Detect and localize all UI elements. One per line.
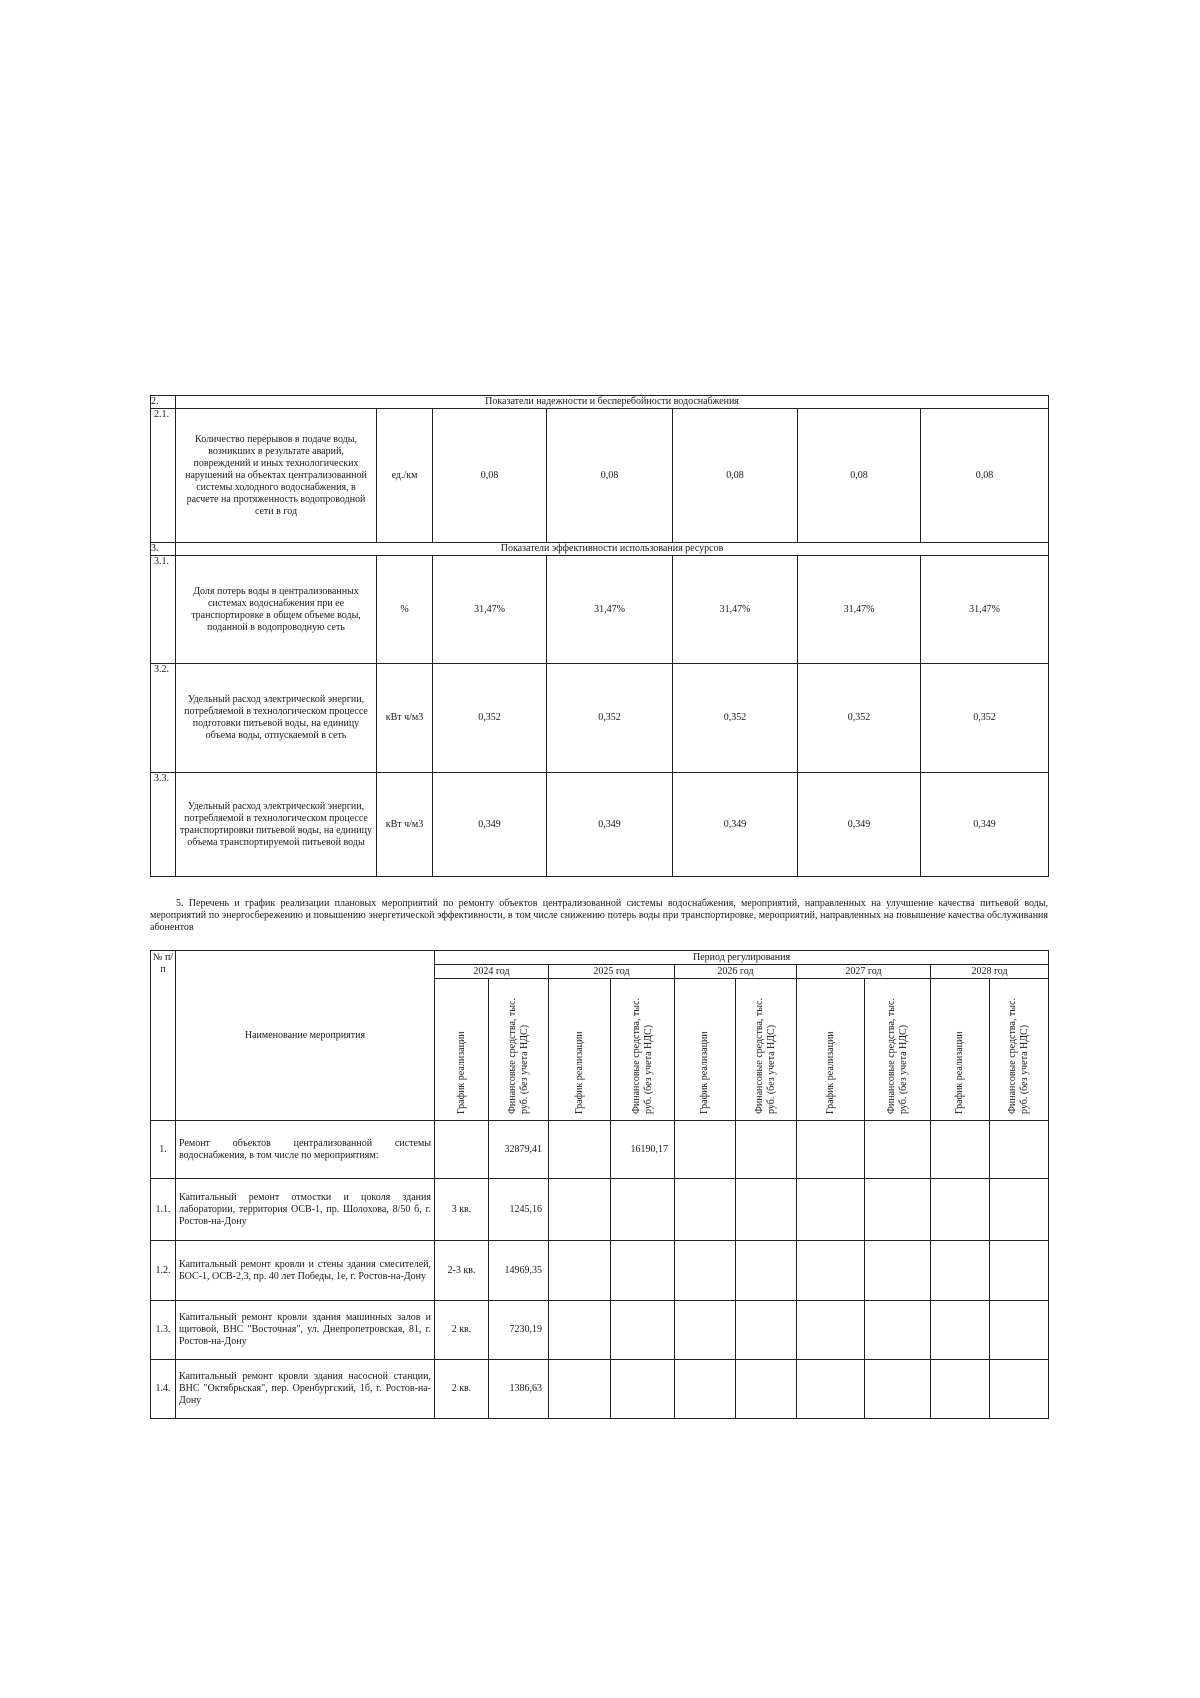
value-2025: 0,349: [547, 773, 673, 877]
schedule-2025: [549, 1301, 611, 1360]
finance-header-2025: [611, 979, 675, 1121]
finance-2024: 14969,35: [489, 1241, 549, 1301]
schedule-2027: [797, 1241, 865, 1301]
schedule-2024: [435, 1121, 489, 1179]
section-row: [151, 396, 1049, 409]
value-2027: 31,47%: [798, 556, 921, 664]
measure-name: Капитальный ремонт кровли и стены здания смесителей, БОС-1, ОСВ-2,3, пр. 40 лет Победы, 1е, г. Ростов-на-Дону: [176, 1241, 435, 1301]
finance-2025: 16190,17: [611, 1121, 675, 1179]
finance-header-text: Финансовые средства, тыс. руб. (без учета НДС): [1007, 998, 1031, 1114]
plan-row: [151, 1179, 1049, 1241]
value-2027: 0,349: [798, 773, 921, 877]
indicator-name: Доля потерь воды в централизованных системах водоснабжения при ее транспортировке в общем объеме воды, поданной в водопроводную сеть: [176, 556, 377, 664]
name-column-header: Наименование мероприятия: [176, 951, 435, 1121]
finance-2028: [990, 1360, 1049, 1419]
section-number: 3.: [151, 543, 176, 556]
value-2028: 0,08: [921, 409, 1049, 543]
schedule-2028: [931, 1179, 990, 1241]
measure-name: Капитальный ремонт отмостки и цоколя здания лаборатории, территория ОСВ-1, пр. Шолохова, 8/50 б, г. Ростов-на-Дону: [176, 1179, 435, 1241]
section-number: 2.: [151, 396, 176, 409]
schedule-2026: [675, 1179, 736, 1241]
schedule-header-2028: [931, 979, 990, 1121]
schedule-2028: [931, 1121, 990, 1179]
schedule-2025: [549, 1360, 611, 1419]
finance-2027: [865, 1301, 931, 1360]
value-2026: 31,47%: [673, 556, 798, 664]
indicator-name: Удельный расход электрической энергии, потребляемой в технологическом процессе подготовки питьевой воды, на единицу объема воды, отпускаемой в сеть: [176, 664, 377, 773]
finance-2028: [990, 1241, 1049, 1301]
schedule-2025: [549, 1179, 611, 1241]
plan-row: [151, 1121, 1049, 1179]
schedule-2028: [931, 1241, 990, 1301]
unit: кВт ч/м3: [377, 664, 433, 773]
plan-row: [151, 1360, 1049, 1419]
value-2027: 0,352: [798, 664, 921, 773]
schedule-2025: [549, 1241, 611, 1301]
section-5-heading: [150, 898, 1048, 934]
indicators-table: [150, 395, 1049, 877]
section-title: Показатели эффективности использования ресурсов: [176, 543, 1049, 556]
row-number: 1.: [151, 1121, 176, 1179]
row-number: 3.1.: [151, 556, 176, 664]
row-number: 1.3.: [151, 1301, 176, 1360]
value-2024: 0,352: [433, 664, 547, 773]
section-title: Показатели надежности и бесперебойности водоснабжения: [176, 396, 1049, 409]
number-column-header: № п/п: [151, 951, 176, 1121]
schedule-2026: [675, 1301, 736, 1360]
year-2025-header: 2025 год: [549, 965, 675, 979]
finance-header-2026: [736, 979, 797, 1121]
row-number: 1.1.: [151, 1179, 176, 1241]
schedule-header-text: График реализации: [954, 1031, 965, 1114]
year-2024-header: 2024 год: [435, 965, 549, 979]
row-number: 3.3.: [151, 773, 176, 877]
schedule-2025: [549, 1121, 611, 1179]
schedule-header-text: График реализации: [699, 1031, 710, 1114]
finance-2024: 1245,16: [489, 1179, 549, 1241]
plan-row: [151, 1301, 1049, 1360]
schedule-2027: [797, 1179, 865, 1241]
schedule-header-text: График реализации: [824, 1031, 836, 1114]
schedule-2024: 2 кв.: [435, 1360, 489, 1419]
finance-2025: [611, 1301, 675, 1360]
schedule-header-2024: [435, 979, 489, 1121]
finance-header-text: Финансовые средства, тыс. руб. (без учета НДС): [885, 998, 909, 1114]
schedule-2027: [797, 1360, 865, 1419]
schedule-header-2026: [675, 979, 736, 1121]
value-2028: 31,47%: [921, 556, 1049, 664]
unit: ед./км: [377, 409, 433, 543]
schedule-2026: [675, 1241, 736, 1301]
value-2027: 0,08: [798, 409, 921, 543]
row-number: 2.1.: [151, 409, 176, 543]
year-2027-header: 2027 год: [797, 965, 931, 979]
finance-2027: [865, 1241, 931, 1301]
schedule-2028: [931, 1301, 990, 1360]
measure-name: Ремонт объектов централизованной системы водоснабжения, в том числе по мероприятиям:: [176, 1121, 435, 1179]
value-2024: 0,349: [433, 773, 547, 877]
value-2025: 0,352: [547, 664, 673, 773]
finance-2025: [611, 1241, 675, 1301]
value-2024: 0,08: [433, 409, 547, 543]
plan-row: [151, 1241, 1049, 1301]
value-2024: 31,47%: [433, 556, 547, 664]
finance-header-2024: [489, 979, 549, 1121]
value-2026: 0,08: [673, 409, 798, 543]
finance-2026: [736, 1179, 797, 1241]
schedule-2028: [931, 1360, 990, 1419]
finance-2027: [865, 1179, 931, 1241]
finance-2025: [611, 1179, 675, 1241]
year-2028-header: 2028 год: [931, 965, 1049, 979]
section-5-text: 5. Перечень и график реализации плановых мероприятий по ремонту объектов централизованной системы водоснабжения, мероприятий, направленных на улучшение качества питьевой воды, мероприятий по энергосбережению и повышению энергетической эффективности, в том числе снижению потерь воды при транспортировке, мероприятий, направленных на повышение качества обслуживания абонентов: [150, 898, 1048, 933]
unit: кВт ч/м3: [377, 773, 433, 877]
finance-header-text: Финансовые средства, тыс. руб. (без учета НДС): [506, 998, 530, 1114]
finance-2028: [990, 1121, 1049, 1179]
schedule-header-2025: [549, 979, 611, 1121]
finance-2024: 32879,41: [489, 1121, 549, 1179]
indicator-row: [151, 556, 1049, 664]
finance-header-2028: [990, 979, 1049, 1121]
finance-2024: 1386,63: [489, 1360, 549, 1419]
finance-2024: 7230,19: [489, 1301, 549, 1360]
schedule-2027: [797, 1301, 865, 1360]
finance-2026: [736, 1360, 797, 1419]
indicator-name: Удельный расход электрической энергии, потребляемой в технологическом процессе транспортировки питьевой воды, на единицу объема транспортируемой питьевой воды: [176, 773, 377, 877]
unit: %: [377, 556, 433, 664]
year-2026-header: 2026 год: [675, 965, 797, 979]
row-number: 1.4.: [151, 1360, 176, 1419]
value-2025: 31,47%: [547, 556, 673, 664]
measure-name: Капитальный ремонт кровли здания насосной станции, ВНС "Октябрьская", пер. Оренбургский, 1б, г. Ростов-на-Дону: [176, 1360, 435, 1419]
schedule-header-text: График реализации: [455, 1031, 467, 1114]
finance-2028: [990, 1179, 1049, 1241]
finance-2026: [736, 1121, 797, 1179]
schedule-2026: [675, 1121, 736, 1179]
value-2028: 0,349: [921, 773, 1049, 877]
plan-header-row: [151, 951, 1049, 965]
measure-name: Капитальный ремонт кровли здания машинных залов и щитовой, ВНС "Восточная", ул. Днепропетровская, 81, г. Ростов-на-Дону: [176, 1301, 435, 1360]
indicator-row: [151, 773, 1049, 877]
schedule-2024: 3 кв.: [435, 1179, 489, 1241]
schedule-2026: [675, 1360, 736, 1419]
plan-table: [150, 950, 1049, 1419]
schedule-2027: [797, 1121, 865, 1179]
row-number: 1.2.: [151, 1241, 176, 1301]
finance-2027: [865, 1360, 931, 1419]
finance-header-text: Финансовые средства, тыс. руб. (без учета НДС): [754, 998, 777, 1114]
section-row: [151, 543, 1049, 556]
schedule-2024: 2-3 кв.: [435, 1241, 489, 1301]
row-number: 3.2.: [151, 664, 176, 773]
period-header: Период регулирования: [435, 951, 1049, 965]
indicator-name: Количество перерывов в подаче воды, возникших в результате аварий, повреждений и иных технологических нарушений на объектах централизованной системы холодного водоснабжения, в расчете на протяженность водопроводной сети в год: [176, 409, 377, 543]
value-2026: 0,349: [673, 773, 798, 877]
finance-header-text: Финансовые средства, тыс. руб. (без учета НДС): [630, 998, 654, 1114]
value-2026: 0,352: [673, 664, 798, 773]
schedule-2024: 2 кв.: [435, 1301, 489, 1360]
indicator-row: [151, 664, 1049, 773]
schedule-header-2027: [797, 979, 865, 1121]
finance-2026: [736, 1301, 797, 1360]
finance-2025: [611, 1360, 675, 1419]
finance-2027: [865, 1121, 931, 1179]
finance-2026: [736, 1241, 797, 1301]
finance-header-2027: [865, 979, 931, 1121]
value-2025: 0,08: [547, 409, 673, 543]
value-2028: 0,352: [921, 664, 1049, 773]
schedule-header-text: График реализации: [573, 1031, 585, 1114]
finance-2028: [990, 1301, 1049, 1360]
indicator-row: [151, 409, 1049, 543]
